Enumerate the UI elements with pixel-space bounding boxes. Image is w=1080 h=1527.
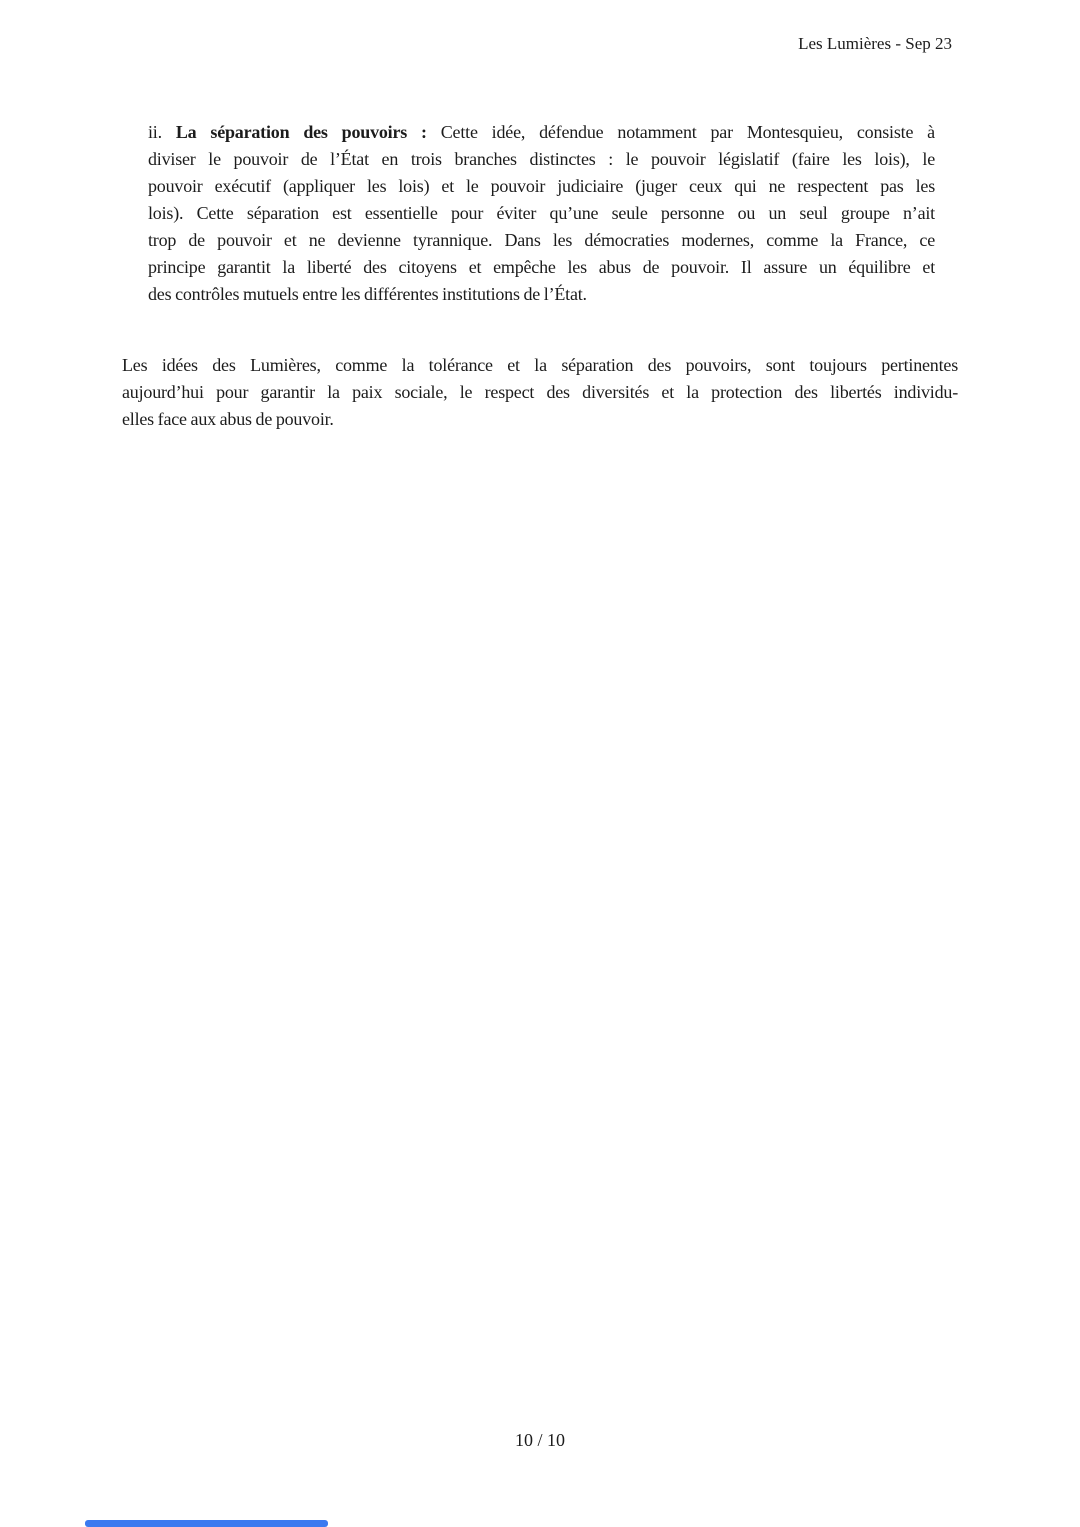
header-date: Les Lumières - Sep 23 <box>798 34 952 53</box>
text-line: lois). Cette séparation est essentielle pour éviter qu’une seule personne ou un seul groupe n’ait <box>148 203 935 223</box>
text-line <box>148 119 935 146</box>
page-progress-scrollbar[interactable] <box>85 1520 328 1527</box>
text-line: des contrôles mutuels entre les différentes institutions de l’État. <box>148 284 587 304</box>
text-line: elles face aux abus de pouvoir. <box>122 409 334 429</box>
list-item-separation-des-pouvoirs <box>148 119 935 308</box>
text-line: diviser le pouvoir de l’État en trois branches distinctes : le pouvoir législatif (faire les lois), le <box>148 149 935 169</box>
list-item-term: La séparation des pouvoirs : <box>175 122 427 142</box>
text-line: aujourd’hui pour garantir la paix sociale, le respect des diversités et la protection des libertés individu- <box>122 382 958 402</box>
list-item-first-line-text: Cette idée, défendue notamment par Montesquieu, consiste à <box>440 122 935 142</box>
page-number: 10 / 10 <box>514 1430 565 1450</box>
text-line: principe garantit la liberté des citoyens et empêche les abus de pouvoir. Il assure un équilibre et <box>148 257 935 277</box>
text-line: trop de pouvoir et ne devienne tyrannique. Dans les démocraties modernes, comme la France, ce <box>148 230 935 250</box>
closing-paragraph <box>122 352 958 433</box>
list-item-body <box>148 146 935 308</box>
text-line: Les idées des Lumières, comme la tolérance et la séparation des pouvoirs, sont toujours pertinentes <box>122 355 958 375</box>
list-item-marker: ii. <box>148 122 162 142</box>
text-line: pouvoir exécutif (appliquer les lois) et le pouvoir judiciaire (juger ceux qui ne respectent pas les <box>148 176 935 196</box>
